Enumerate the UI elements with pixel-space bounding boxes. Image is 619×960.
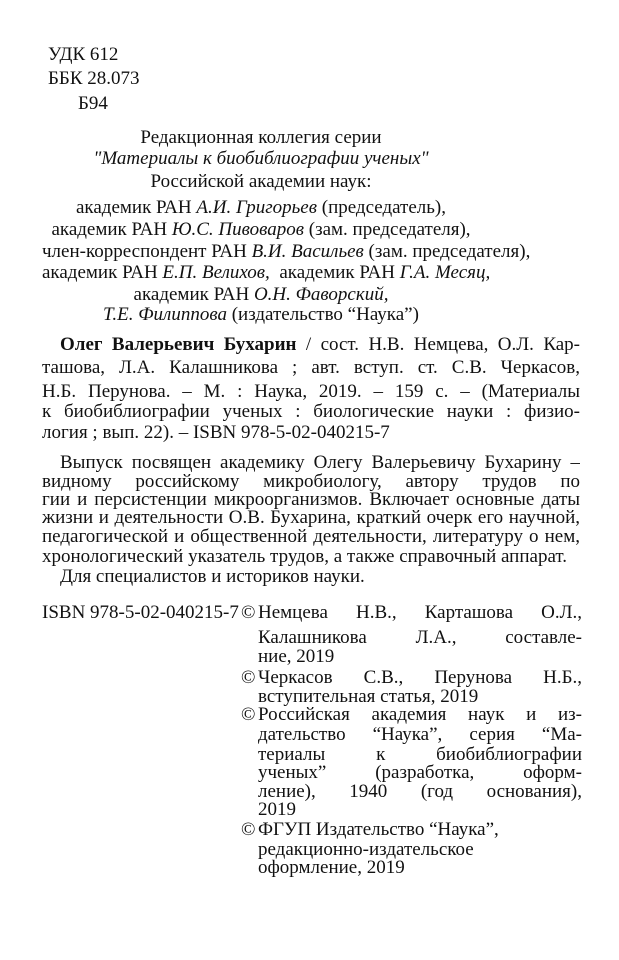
board-member: Т.Е. Филиппова (издательство “Наука”) [103,304,419,325]
copyright-line: Черкасов С.В., Перунова Н.Б., [258,667,582,688]
board-member: академик РАН Е.П. Велихов, академик РАН Г.А. Месяц, [42,262,491,283]
bib-line: логия ; вып. 22). – ISBN 978-5-02-040215-7 [42,422,390,443]
board-header-line: Российской академии наук: [150,171,372,192]
annotation-line: жизни и деятельности О.В. Бухарина, краткий очерк его научной, [42,507,580,528]
copyright-line: ученых” (разработка, оформ- [258,762,582,783]
annotation-line: Выпуск посвящен академику Олегу Валерьевичу Бухарину – [60,452,580,473]
audience-note: Для специалистов и историков науки. [60,566,365,587]
copyright-line: ФГУП Издательство “Наука”, [258,819,499,840]
author-mark: Б94 [78,93,108,114]
copyright-line: ние, 2019 [258,646,335,667]
book-title: Олег Валерьевич Бухарин [60,334,297,355]
board-member: член-корреспондент РАН В.И. Васильев (зам. председателя), [42,241,531,262]
copyright-icon: © [241,667,256,688]
copyright-line: Калашникова Л.А., составле- [258,627,582,648]
copyright-line: редакционно-издательское [258,839,474,860]
annotation-line: гии и персистенции микроорганизмов. Включает основные даты [42,489,580,510]
copyright-line: ление), 1940 (год основания), [258,781,582,802]
copyright-line: териалы к биобиблиографии [258,744,582,765]
copyright-icon: © [241,602,256,623]
series-title [42,148,480,170]
board-member: академик РАН О.Н. Фаворский, [133,284,389,305]
annotation-line: педагогической и общественной деятельности, литературу о нем, [42,526,580,547]
copyright-line: вступительная статья, 2019 [258,686,479,707]
copyright-line: Немцева Н.В., Карташова О.Л., [258,602,582,623]
isbn: ISBN 978-5-02-040215-7 [42,602,239,623]
board-member: академик РАН Ю.С. Пивоваров (зам. председателя), [51,219,471,240]
copyright-line: 2019 [258,799,296,820]
copyright-line: Российская академия наук и из- [258,704,582,725]
bib-line: Н.Б. Перунова. – М. : Наука, 2019. – 159 с. – (Материалы [42,381,580,402]
annotation-line: хронологический указатель трудов, а также справочный аппарат. [42,546,568,567]
copyright-icon: © [241,704,256,725]
copyright-icon: © [241,819,256,840]
bbk: ББК 28.073 [48,68,140,89]
udk: УДК 612 [48,44,119,65]
series-title-text: "Материалы к биобиблиографии ученых" [93,148,429,169]
bib-line: к биобиблиографии ученых : биологические науки : физио- [42,401,580,422]
bib-line: ташова, Л.А. Калашникова ; авт. вступ. ст. С.В. Черкасов, [42,357,580,378]
copyright-line: дательство “Наука”, серия “Ма- [258,724,582,745]
annotation-line: видному российскому микробиологу, автору трудов по [42,471,580,492]
board-member: академик РАН А.И. Григорьев (председатель), [75,197,447,218]
bib-line: Олег Валерьевич Бухарин / сост. Н.В. Немцева, О.Л. Кар- [60,334,580,355]
board-header-line: Редакционная коллегия серии [140,127,382,148]
copyright-line: оформление, 2019 [258,857,405,878]
